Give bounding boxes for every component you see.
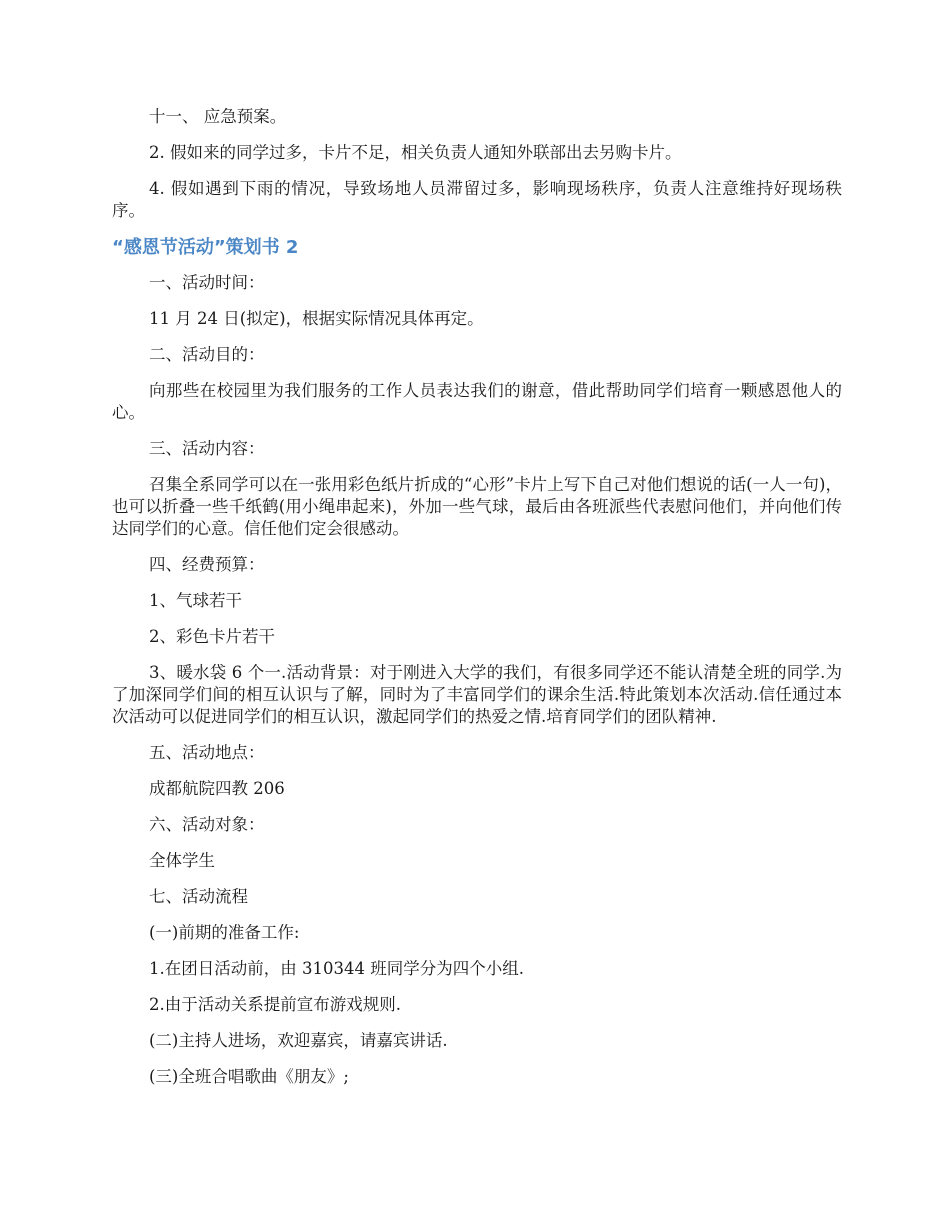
paragraph: 召集全系同学可以在一张用彩色纸片折成的“心形”卡片上写下自己对他们想说的话(一人一句)，也可以折叠一些千纸鹤(用小绳串起来)，外加一些气球，最后由各班派些代表慰问他们，并向他们传达同学们的心意。信任他们定会很感动。 [112,475,842,538]
paragraph: 4. 假如遇到下雨的情况，导致场地人员滞留过多，影响现场秩序，负责人注意维持好现场秩序。 [112,179,842,220]
paragraph: (一)前期的准备工作: [149,923,300,942]
paragraph: 三、活动内容： [149,439,265,458]
document-page [112,106,842,1088]
paragraph: (二)主持人进场，欢迎嘉宾，请嘉宾讲话. [149,1031,448,1050]
section-heading: “感恩节活动”策划书 2 [112,237,299,258]
paragraph: 2.由于活动关系提前宣布游戏规则. [149,995,401,1014]
paragraph: 成都航院四教 206 [149,779,285,798]
paragraph: 1.在团日活动前，由 310344 班同学分为四个小组. [149,959,524,978]
paragraph: 二、活动目的： [149,345,265,364]
paragraph: 11 月 24 日(拟定)，根据实际情况具体再定。 [149,309,484,328]
paragraph: 七、活动流程 [149,887,248,906]
paragraph: 十一、 应急预案。 [149,107,287,126]
paragraph: 3、暖水袋 6 个一.活动背景：对于刚进入大学的我们，有很多同学还不能认清楚全班的同学.为了加深同学们间的相互认识与了解，同时为了丰富同学们的课余生活.特此策划本次活动.信任通过本次活动可以促进同学们的相互认识，激起同学们的热爱之情.培育同学们的团队精神. [112,663,842,726]
paragraph: 一、活动时间： [149,273,265,292]
paragraph: 全体学生 [149,851,215,870]
paragraph: 2. 假如来的同学过多，卡片不足，相关负责人通知外联部出去另购卡片。 [149,143,682,162]
paragraph: 2、彩色卡片若干 [149,627,275,646]
paragraph: (三)全班合唱歌曲《朋友》; [149,1067,349,1086]
paragraph: 六、活动对象： [149,815,265,834]
paragraph: 四、经费预算： [149,555,265,574]
paragraph: 五、活动地点： [149,743,265,762]
paragraph: 向那些在校园里为我们服务的工作人员表达我们的谢意，借此帮助同学们培育一颗感恩他人的心。 [112,381,842,422]
paragraph: 1、气球若干 [149,591,242,610]
